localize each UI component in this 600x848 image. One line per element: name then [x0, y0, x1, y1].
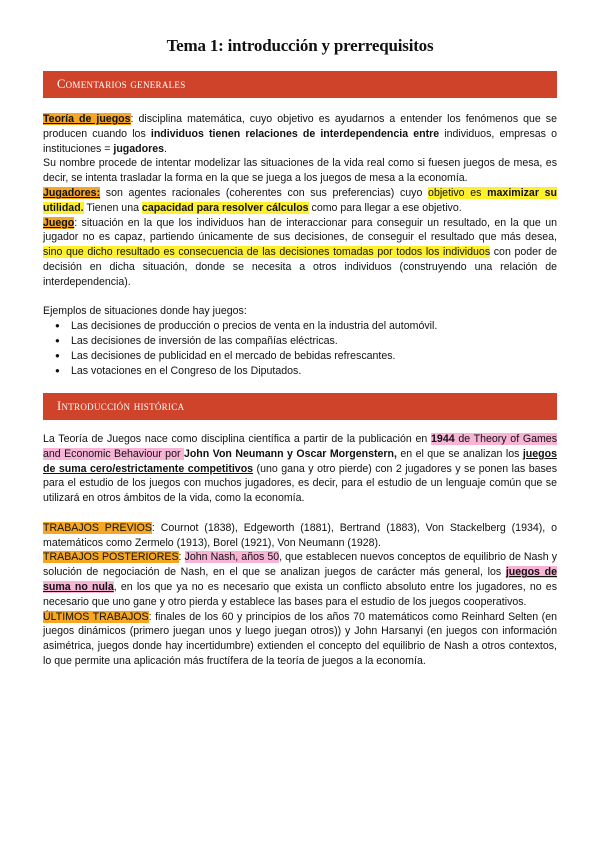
text: como para llegar a ese objetivo.	[308, 201, 462, 214]
paragraph-teoria	[43, 112, 557, 156]
label-previos: TRABAJOS PREVIOS	[43, 521, 152, 534]
term-juego: Juego	[43, 216, 75, 229]
section-header-general: Comentarios generales	[43, 71, 557, 98]
underlined-term: juegos de suma cero/estrictamente competitivos	[43, 447, 557, 475]
highlight: sino que dicho resultado es consecuencia de las decisiones tomadas por todos los individuos	[43, 246, 491, 259]
paragraph-juego	[43, 216, 557, 290]
highlight-book: de Theory of Games and Economic Behaviour por	[43, 433, 557, 460]
term-teoria: Teoría de juegos	[43, 113, 131, 125]
text: .	[164, 142, 167, 155]
label-posteriores: TRABAJOS POSTERIORES	[43, 551, 179, 564]
text: , que establecen nuevos conceptos de equilibrio de Nash y solución de negociación de Nash, en el que se analizan juegos de carácter más general, los	[43, 551, 557, 579]
paragraph-ultimos	[43, 610, 557, 669]
examples-intro: Ejemplos de situaciones donde hay juegos:	[43, 305, 247, 318]
text: son agentes racionales (coherentes con sus preferencias) cuyo	[100, 186, 429, 199]
paragraph-posteriores	[43, 550, 557, 609]
list-item: ● Las decisiones de producción o precios de venta en la industria del automóvil.	[71, 319, 557, 334]
highlight-nash: John Nash, años 50	[184, 551, 280, 564]
paragraph-jugadores	[43, 186, 557, 216]
section-historia-body	[43, 432, 557, 669]
list-item: ● Las decisiones de publicidad en el mercado de bebidas refrescantes.	[71, 349, 557, 364]
paragraph-nombre: Su nombre procede de intentar modelizar las situaciones de la vida real como si fuesen juegos de mesa, es decir, se intenta trasladar la forma en la que se juega a los juegos de mesa a la economía.	[43, 157, 557, 185]
text: individuos, empresas o instituciones =	[43, 127, 557, 155]
list-item: ● Las votaciones en el Congreso de los Diputados.	[71, 364, 557, 379]
text: La Teoría de Juegos nace como disciplina científica a partir de la publicación en	[43, 433, 432, 445]
label-ultimos: ÚLTIMOS TRABAJOS	[43, 610, 149, 623]
text: (uno gana y otro pierde) con 2 jugadores y se ponen las bases para el estudio de los juegos con muchos jugadores, es decir, para el estudio de un lenguaje común que se utilizará en otros ámbitos de la vida, como la economía.	[43, 462, 557, 505]
bold-text: individuos tienen relaciones de interdependencia entre	[150, 127, 440, 140]
bold-text: jugadores	[113, 142, 165, 155]
highlight-year: 1944	[431, 433, 455, 445]
bold-authors: John Von Neumann y Oscar Morgenstern,	[183, 447, 397, 460]
term-jugadores: Jugadores:	[43, 186, 101, 199]
text: : finales de los 60 y principios de los años 70 matemáticos como Reinhard Selten (en juegos dinámicos (primero juegan unos y luego juegan otros)) y John Harsanyi (en juegos con información asimétrica, juegos donde hay incertidumbre) extienden el concepto del equilibrio de Nash a otros contextos, lo que permite una aplicación más fructífera de la teoría de juegos a la economía.	[43, 610, 557, 667]
section-header-historia: Introducción histórica	[43, 393, 557, 420]
list-item: ● Las decisiones de inversión de las compañías eléctricas.	[71, 334, 557, 349]
paragraph-previos	[43, 521, 557, 551]
text: en el que se analizan los	[396, 447, 523, 460]
section-general-body	[43, 112, 557, 378]
page-title: Tema 1: introducción y prerrequisitos	[166, 36, 434, 55]
text: Tienen una	[83, 201, 142, 214]
text: : Cournot (1838), Edgeworth (1881), Bertrand (1883), Von Stackelberg (1934), o matemáticos como Zermelo (1913), Borel (1921), Von Neumann (1928).	[43, 521, 557, 549]
text: , en los que ya no es necesario que exista un conflicto absoluto entre los jugadores, no es necesario que uno gane y otro pierda y establece las bases para el estudio de los juegos cooperativos.	[43, 580, 557, 608]
highlight-bold: capacidad para resolver cálculos	[141, 201, 309, 214]
highlight-bold: maximizar su utilidad.	[43, 186, 557, 214]
highlight: objetivo es	[428, 186, 488, 199]
examples-list	[43, 319, 557, 378]
underlined-term: juegos de suma no nula	[43, 566, 557, 593]
paragraph-origen	[43, 432, 557, 506]
text: : situación en la que los individuos han de interaccionar para conseguir un resultado, en la que un jugador no es capaz, partiendo únicamente de sus decisiones, de conseguir el resultado que más desea,	[43, 216, 557, 244]
text: :	[178, 551, 185, 564]
text: : disciplina matemática, cuyo objetivo es ayudarnos a entender los fenómenos que se producen cuando los	[43, 113, 557, 140]
text: con poder de decisión en dicha situación, donde se necesita a otros individuos (construyendo una relación de interdependencia).	[43, 246, 557, 288]
